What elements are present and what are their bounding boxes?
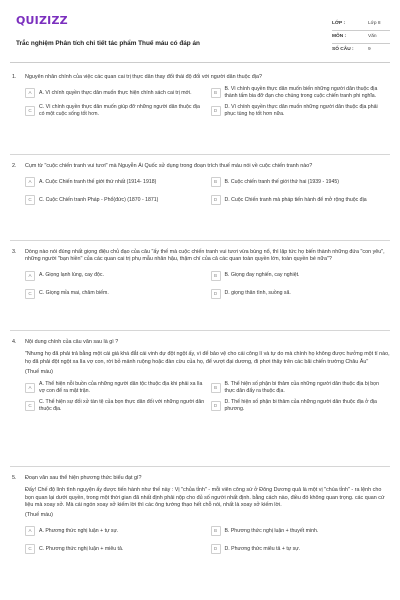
question-number: 5. [12,475,17,481]
answer-letter-box: B [211,271,221,281]
answer-option[interactable] [211,287,391,301]
answer-letter-box: B [211,177,221,187]
answer-letter-box: B [211,88,221,98]
meta-value: 9 [368,46,371,52]
question-text: Nguyên nhân chính của việc các quan cai trị thực dân thay đổi thái độ đối với người dân thuộc địa? [25,74,262,80]
meta-row-count [332,44,390,56]
answer-letter-box: B [211,383,221,393]
answer-option[interactable] [211,399,391,413]
question-number: 3. [12,249,17,255]
answer-letter-box: C [25,106,35,116]
answer-letter-box: A [25,383,35,393]
answer-text: C. Vì chính quyền thực dân muốn giúp đỡ những người dân thuộc địa có một cuộc sống tốt hơn. [39,104,200,118]
question-source-note: (Thuế máu) [25,368,53,375]
answer-option[interactable] [25,381,205,395]
question-passage: Đấy! Chế độ lính tình nguyện ấy được tiến hành như thế này : Vị "chủa tỉnh" - mỗi viên công sứ ở Đông Dương quả là một vị "chúa tỉnh" - ra lệnh cho bọn quan lại dưới quyền, trong một thời gian đã nhất định phải nộp cho đủ số người nhất định. bằng cách nào, điều đó không quan trọng. các quan cứ liệu mà xoay xở. Mà cái ngón xoay xở kiếm lời thì các ông tướng thạo hết chỗ nói, nhất là xoay xở kiếm lời. [25,487,385,508]
answer-option[interactable] [25,104,205,118]
answer-grid [25,86,390,118]
answer-letter-box: D [211,106,221,116]
answer-option[interactable] [25,269,205,283]
question-list [10,66,390,597]
question-passage: "Nhưng họ đã phải trả bằng một cái giá khá đắt cái vinh dự đột ngột ấy, vì để bảo vệ cho cái công lí và tự do mà chính họ không được hưởng một tí nào, họ đã phải đột ngột xa lìa vợ con, rời bỏ mảnh ruộng hoặc đàn cừu của họ, để vượt đại dương, đi phơi thây trên các bãi chiến trường Châu Âu" [25,351,390,365]
answer-letter-box: A [25,88,35,98]
answer-option[interactable] [211,381,391,395]
meta-box [332,18,390,56]
meta-key: MÔN : [332,33,347,39]
answer-text: B. Cuộc chiến tranh thế giới thứ hai (1939 - 1945) [224,178,339,185]
question [10,331,390,467]
answer-text: A. Cuộc Chiến tranh thế giới thứ nhất (1914- 1918) [39,178,157,185]
answer-text: D. Cuộc Chiến tranh mà pháp tiến hành để mở rộng thuộc địa [224,196,367,203]
answer-letter-box: D [211,544,221,554]
question-text: Dòng nào nói đúng nhất giọng điệu chủ đạo của câu "ấy thế mà cuộc chiến tranh vui tươi vừa bùng nổ, thì lập tức họ biến thành những đứa "con yêu", những người "bạn hiền" của các quan cai trị phụ mẫu nhân hậu, thậm chí của cả các quan toàn quyền lớn, toàn quyền bé nữa"? [25,249,385,263]
answer-option[interactable] [211,542,391,556]
question-text: Nội dung chính của câu văn sau là gì ? [25,339,119,345]
answer-option[interactable] [25,193,205,207]
answer-option[interactable] [211,193,391,207]
answer-text: A. Phương thức nghị luận + tự sự. [39,527,119,534]
answer-option[interactable] [25,175,205,189]
answer-option[interactable] [211,269,391,283]
answer-text: C. Cuộc Chiến tranh Pháp - Phổ(đức) (1870 - 1871) [39,196,159,203]
question-source-note: (Thuế máu) [25,512,53,519]
meta-value: Văn [368,33,377,39]
answer-letter-box: C [25,544,35,554]
question-number: 1. [12,74,17,80]
answer-option[interactable] [211,524,391,538]
answer-text: A. Thể hiện nỗi buồn của những người dân tộc thuộc địa khi phải xa lìa vợ con để ra mặt trận. [39,381,203,395]
answer-grid [25,381,390,413]
answer-text: B. Phương thức nghị luận + thuyết minh. [224,527,319,534]
document-header [10,10,390,62]
meta-row-class [332,18,390,30]
question-number: 2. [12,163,17,169]
answer-text: B. Thể hiện số phận bi thảm của những người dân thuộc địa bị bọn thực dân đẩy ra thuộc địa. [224,381,379,395]
answer-text: C. Thể hiện sự đối xử tàn tệ của bọn thực dân đối với những người dân thuộc địa. [39,399,205,413]
question-text: Đoạn văn sau thể hiện phương thức biểu đạt gì? [25,475,142,481]
answer-option[interactable] [211,175,391,189]
question [10,467,390,597]
answer-text: A. Vì chính quyền thực dân muốn thực hiện chính sách cai trị mới. [39,89,192,96]
answer-letter-box: A [25,271,35,281]
answer-letter-box: C [25,289,35,299]
answer-text: C. Giọng mỉa mai, châm biếm. [39,290,109,297]
answer-text: D. Vì chính quyền thực dân muốn những người dân thuộc địa phải phục tùng họ tốt hơn nữa. [224,104,378,118]
answer-letter-box: D [211,401,221,411]
answer-text: A. Giọng lạnh lùng, cay độc. [39,272,104,279]
answer-text: B. Giọng đay nghiến, cay nghiệt. [224,272,300,279]
question [10,66,390,155]
document-title: Trắc nghiệm Phân tích chi tiết tác phẩm Thuế máu có đáp án [16,40,200,47]
answer-letter-box: D [211,195,221,205]
answer-option[interactable] [25,399,205,413]
answer-letter-box: D [211,289,221,299]
answer-option[interactable] [25,524,205,538]
answer-letter-box: B [211,526,221,536]
answer-text: D. Thể hiện số phận bi thảm của những người dân thuộc địa ở địa phương. [224,399,377,413]
answer-option[interactable] [25,542,205,556]
answer-option[interactable] [25,86,205,100]
question-text: Cụm từ "cuộc chiến tranh vui tươi" mà Nguyễn Ái Quốc sử dụng trong đoạn trích thuế máu nói về cuộc chiến tranh nào? [25,163,313,169]
quizizz-logo: QUIZIZZ [16,14,68,27]
header-divider [10,62,390,63]
answer-grid [25,175,390,207]
question [10,241,390,331]
answer-text: D. Phương thức miêu tả + tự sự. [224,545,301,552]
answer-text: C. Phương thức nghị luận + miêu tả. [39,545,124,552]
question [10,155,390,241]
answer-letter-box: A [25,177,35,187]
answer-grid [25,524,390,556]
meta-value: Lớp 8 [368,20,381,26]
answer-letter-box: A [25,526,35,536]
answer-option[interactable] [25,287,205,301]
meta-key: LỚP : [332,20,346,26]
answer-grid [25,269,390,301]
question-number: 4. [12,339,17,345]
answer-letter-box: C [25,401,35,411]
answer-option[interactable] [211,86,391,100]
answer-option[interactable] [211,104,391,118]
answer-text: D. giọng thân tình, suồng sã. [224,290,291,297]
answer-letter-box: C [25,195,35,205]
answer-text: B. Vì chính quyền thực dân muốn biến những người dân thuộc địa thành tấm bia đỡ đạn cho chúng trong cuộc chiến tranh phi nghĩa. [224,86,378,100]
meta-row-subject [332,31,390,43]
meta-key: SỐ CÂU : [332,46,354,52]
